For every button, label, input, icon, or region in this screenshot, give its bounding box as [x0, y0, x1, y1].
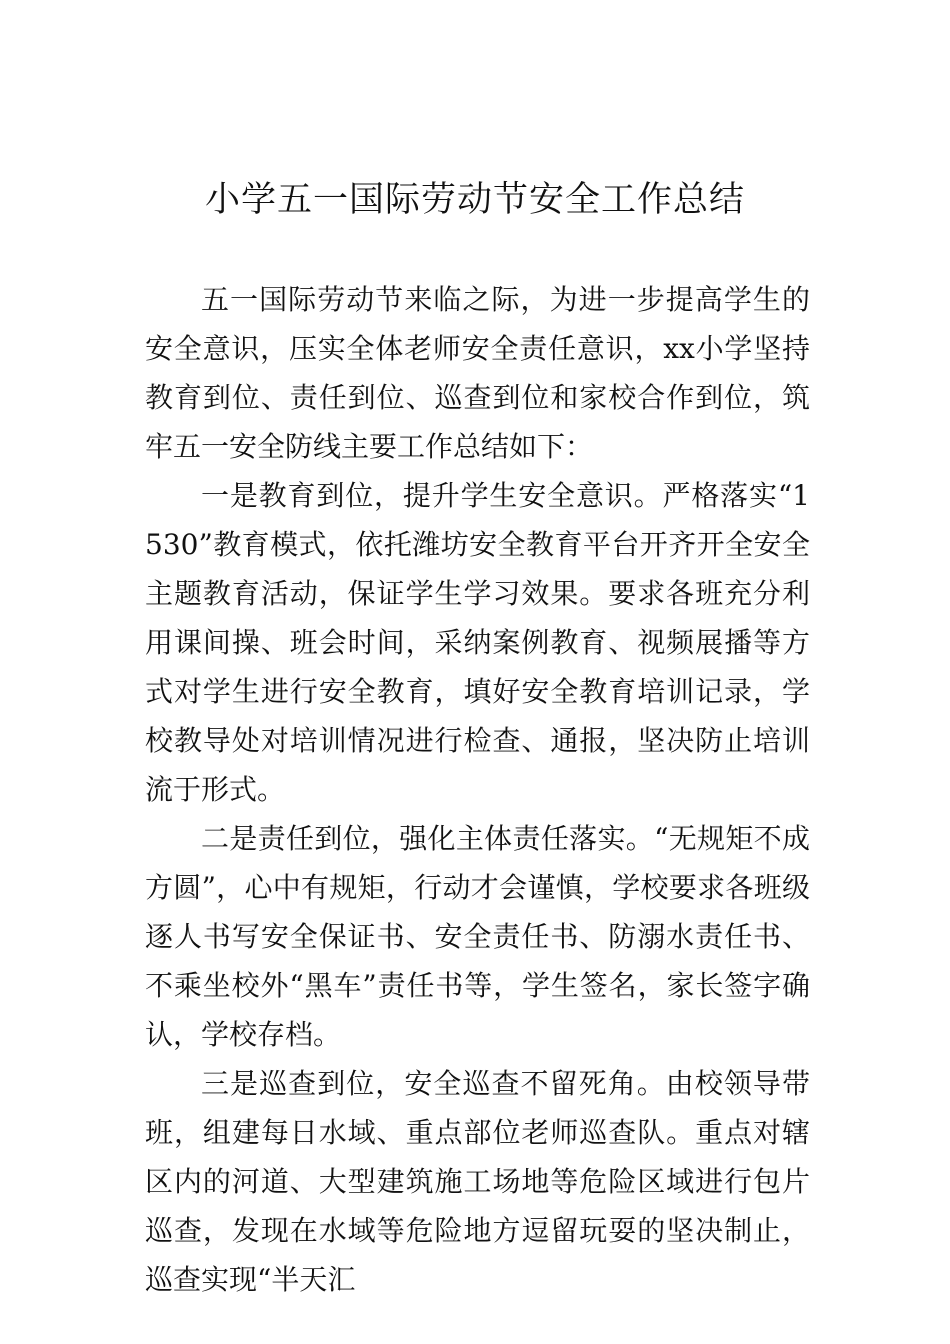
paragraph-intro: 五一国际劳动节来临之际，为进一步提高学生的安全意识，压实全体老师安全责任意识，xx小学坚持教育到位、责任到位、巡查到位和家校合作到位，筑牢五一安全防线主要工作总结如下： — [145, 283, 810, 463]
paragraph-education: 一是教育到位，提升学生安全意识。严格落实“1530”教育模式，依托潍坊安全教育平台开齐开全安全主题教育活动，保证学生学习效果。要求各班充分利用课间操、班会时间，采纳案例教育、视频展播等方式对学生进行安全教育，填好安全教育培训记录，学校教导处对培训情况进行检查、通报，坚决防止培训流于形式。 — [145, 479, 810, 806]
document-body — [145, 275, 810, 1304]
paragraph-responsibility: 二是责任到位，强化主体责任落实。“无规矩不成方圆”，心中有规矩，行动才会谨慎，学校要求各班级逐人书写安全保证书、安全责任书、防溺水责任书、不乘坐校外“黑车”责任书等，学生签名，家长签字确认，学校存档。 — [145, 822, 810, 1051]
paragraph-patrol: 三是巡查到位，安全巡查不留死角。由校领导带班，组建每日水域、重点部位老师巡查队。重点对辖区内的河道、大型建筑施工场地等危险区域进行包片巡查，发现在水域等危险地方逗留玩耍的坚决制止，巡查实现“半天汇 — [145, 1067, 810, 1296]
document-title: 小学五一国际劳动节安全工作总结 — [204, 180, 745, 220]
